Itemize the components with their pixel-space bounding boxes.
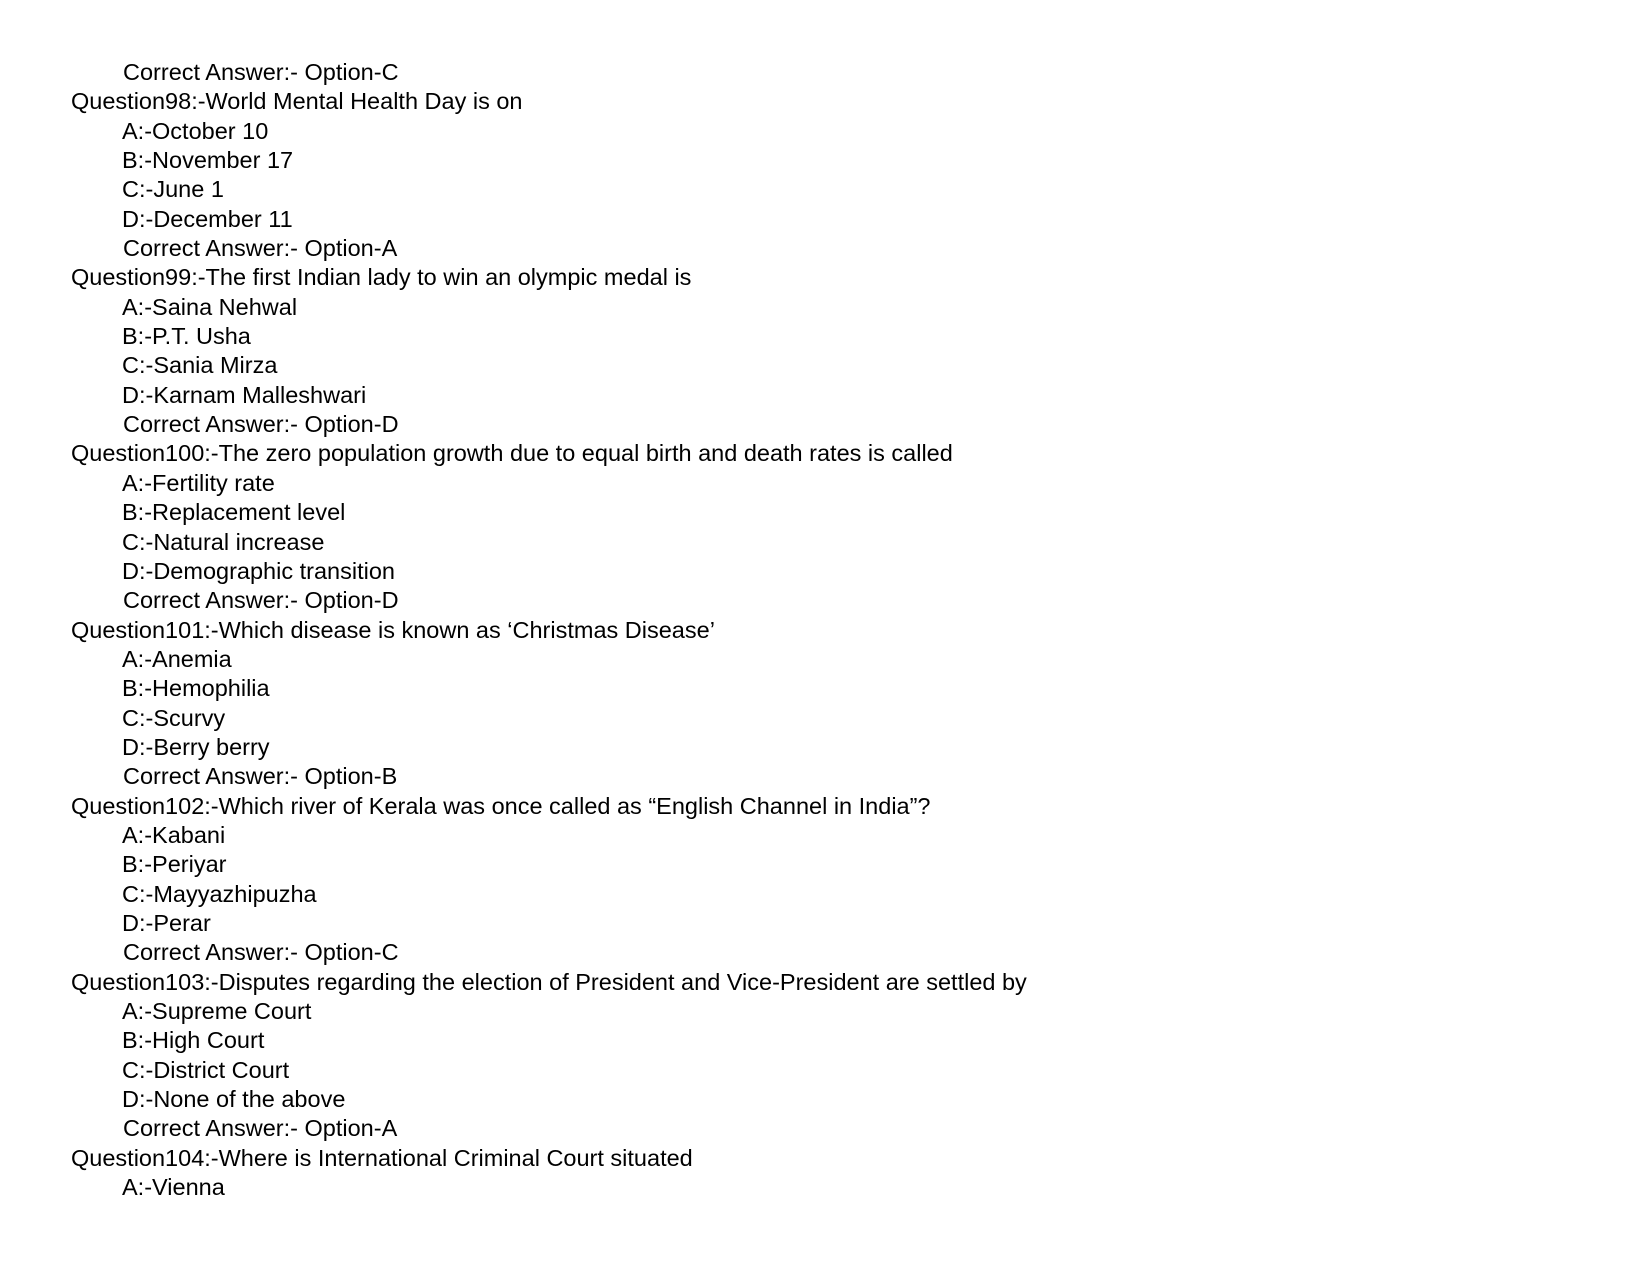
answer-option: C:-June 1	[122, 176, 224, 203]
answer-option: B:-Replacement level	[122, 499, 346, 526]
question-text: Question102:-Which river of Kerala was once called as “English Channel in India”?	[71, 792, 931, 819]
answer-option: D:-Karnam Malleshwari	[122, 381, 367, 408]
document-page	[0, 58, 1652, 1202]
answer-option: C:-Scurvy	[122, 704, 226, 731]
answer-option: D:-None of the above	[122, 1086, 346, 1113]
answer-option: A:-October 10	[122, 117, 269, 144]
answer-option: C:-Sania Mirza	[122, 352, 278, 379]
correct-answer-line: Correct Answer:- Option-C	[123, 59, 399, 85]
correct-answer-line: Correct Answer:- Option-A	[123, 235, 398, 262]
answer-option: A:-Supreme Court	[122, 998, 312, 1024]
question-text: Question99:-The first Indian lady to win an olympic medal is	[71, 264, 692, 291]
answer-option: A:-Fertility rate	[122, 469, 275, 496]
question-text: Question104:-Where is International Criminal Court situated	[71, 1144, 693, 1171]
correct-answer-line: Correct Answer:- Option-D	[123, 411, 399, 438]
question-text: Question98:-World Mental Health Day is on	[71, 88, 523, 115]
answer-option: A:-Kabani	[122, 821, 226, 848]
question-text: Question101:-Which disease is known as ‘Christmas Disease’	[71, 616, 715, 643]
question-text: Question103:-Disputes regarding the election of President and Vice-President are settled by	[71, 968, 1027, 995]
correct-answer-line: Correct Answer:- Option-C	[123, 939, 399, 966]
correct-answer-line: Correct Answer:- Option-A	[123, 1115, 398, 1142]
answer-option: B:-November 17	[122, 147, 294, 174]
correct-answer-line: Correct Answer:- Option-D	[123, 587, 399, 614]
answer-option: A:-Vienna	[122, 1174, 225, 1201]
answer-option: B:-High Court	[122, 1027, 265, 1054]
answer-option: D:-Demographic transition	[122, 557, 395, 584]
answer-option: B:-Periyar	[122, 851, 227, 878]
answer-option: C:-Natural increase	[122, 528, 325, 555]
answer-option: D:-Perar	[122, 909, 211, 936]
answer-option: D:-December 11	[122, 205, 293, 232]
question-text: Question100:-The zero population growth due to equal birth and death rates is called	[71, 440, 953, 467]
answer-option: A:-Anemia	[122, 645, 232, 672]
answer-option: C:-District Court	[122, 1056, 290, 1083]
answer-option: B:-P.T. Usha	[122, 323, 251, 350]
answer-option: B:-Hemophilia	[122, 675, 270, 702]
answer-option: D:-Berry berry	[122, 733, 270, 760]
answer-option: C:-Mayyazhipuzha	[122, 880, 317, 907]
correct-answer-line: Correct Answer:- Option-B	[123, 763, 398, 790]
answer-option: A:-Saina Nehwal	[122, 293, 298, 320]
